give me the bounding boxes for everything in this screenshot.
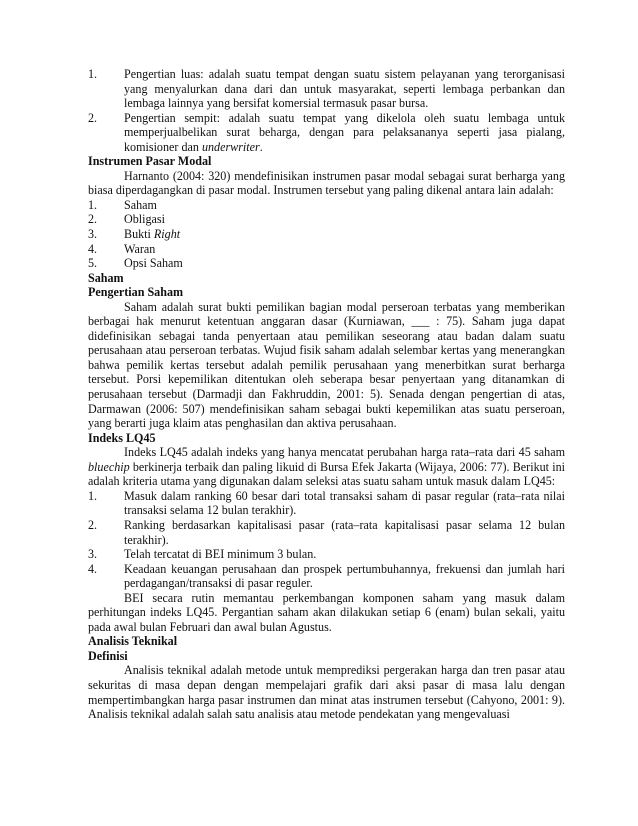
list-text: Saham xyxy=(124,197,157,212)
list-item xyxy=(88,489,565,518)
list-text: Opsi Saham xyxy=(124,256,183,271)
list-item xyxy=(88,547,565,562)
section-heading: Indeks LQ45 xyxy=(88,430,156,445)
paragraph: Harnanto (2004: 320) mendefinisikan instrumen pasar modal sebagai surat berharga yang biasa diperdagangkan di pasar modal. Instrumen tersebut yang paling dikenal antara lain adalah: xyxy=(88,168,565,198)
list-item xyxy=(88,227,565,242)
section-heading: Instrumen Pasar Modal xyxy=(88,154,212,169)
list-number: 3. xyxy=(88,547,98,562)
list-number: 3. xyxy=(88,227,98,242)
list-number: 5. xyxy=(88,256,98,271)
list-text: Keadaan keuangan perusahaan dan prospek pertumbuhannya, frekuensi dan jumlah hari perdagangan/transaksi di pasar reguler. xyxy=(124,561,565,591)
paragraph: Saham adalah surat bukti pemilikan bagian modal perseroan terbatas yang memberikan berbagai hak menurut ketentuan anggaran dasar (Kurniawan, ___ : 75). Saham juga dapat didefinisikan sebagai tanda penyertaan atau pemilikan seseorang atau badan dalam suatu perusahaan atau perseroan terbatas. Wujud fisik saham adalah selembar kertas yang menerangkan bahwa pemilik kertas tersebut adalah pemilik perusahaan yang menerbitkan surat berharga tersebut. Porsi kepemilikan ditentukan oleh seberapa besar penyertaan yang ditanamkan di perusahaan tersebut (Darmadji dan Fakhruddin, 2001: 5). Senada dengan pengertian di atas, Darmawan (2006: 507) mendefinisikan saham sebagai bukti kepemilikan atas suatu perseroan, yang berarti juga klaim atas penghasilan dan aktiva perusahaan. xyxy=(88,299,565,431)
list-text: Bukti Right xyxy=(124,227,181,242)
paragraph: Analisis teknikal adalah metode untuk memprediksi pergerakan harga dan tren pasar atau sekuritas di masa depan dengan mempelajari grafik dari aksi pasar di masa lalu dengan mempertimbangkan harga pasar instrumen dan minat atas instrumen tersebut (Cahyono, 2001: 9). Analisis teknikal adalah salah satu analisis atau metode pendekatan yang mengevaluasi xyxy=(88,663,565,722)
list-text: Obligasi xyxy=(124,212,165,227)
list-item xyxy=(88,198,565,213)
subsection-heading: Definisi xyxy=(88,648,128,663)
list-number: 1. xyxy=(88,488,98,503)
italic-term: bluechip xyxy=(88,459,130,474)
list-item xyxy=(88,256,565,271)
list-number: 1. xyxy=(88,67,98,81)
subsection-heading: Pengertian Saham xyxy=(88,285,184,300)
list-item xyxy=(88,111,565,155)
list-text: Ranking berdasarkan kapitalisasi pasar (rata–rata kapitalisasi pasar selama 12 bulan terakhir). xyxy=(124,517,565,547)
list-number: 4. xyxy=(88,561,98,576)
list-item xyxy=(88,242,565,257)
list-item xyxy=(88,212,565,227)
list-number: 2. xyxy=(88,212,98,227)
paragraph: Indeks LQ45 adalah indeks yang hanya mencatat perubahan harga rata–rata dari 45 saham bluechip berkinerja terbaik dan paling likuid di Bursa Efek Jakarta (Wijaya, 2006: 77). Berikut ini adalah kriteria utama yang digunakan dalam seleksi atas suatu saham untuk masuk dalam LQ45: xyxy=(88,445,565,489)
list-number: 1. xyxy=(88,197,98,212)
list-text: Pengertian luas: adalah suatu tempat dengan suatu sistem pelayanan yang terorganisasi yang menyalurkan dana dari dan untuk masyarakat, seperti lembaga perbankan dan lembaga lainnya yang bersifat komersial termasuk pasar bursa. xyxy=(124,67,565,111)
list-text: Waran xyxy=(124,241,156,256)
italic-term: underwriter xyxy=(201,139,260,154)
paragraph: BEI secara rutin memantau perkembangan komponen saham yang masuk dalam perhitungan indeks LQ45. Pergantian saham akan dilakukan setiap 6 (enam) bulan sekali, yaitu pada awal bulan Februari dan awal bulan Agustus. xyxy=(88,590,565,634)
section-heading: Saham xyxy=(88,270,124,285)
italic-term: Right xyxy=(153,227,181,242)
list-item xyxy=(88,562,565,591)
list-text: Pengertian sempit: adalah suatu tempat yang dikelola oleh suatu lembaga untuk memperjualbelikan surat beharga, dengan para pelaksananya seperti jasa pialang, komisioner dan underwriter. xyxy=(124,110,565,154)
list-number: 4. xyxy=(88,241,98,256)
section-heading: Analisis Teknikal xyxy=(88,634,178,649)
list-text: Masuk dalam ranking 60 besar dari total transaksi saham di pasar regular (rata–rata nilai transaksi selama 12 bulan terakhir). xyxy=(124,488,565,518)
list-text: Telah tercatat di BEI minimum 3 bulan. xyxy=(124,547,317,562)
list-item xyxy=(88,518,565,547)
list-number: 2. xyxy=(88,517,98,532)
list-number: 2. xyxy=(88,110,98,125)
list-item xyxy=(88,67,565,111)
